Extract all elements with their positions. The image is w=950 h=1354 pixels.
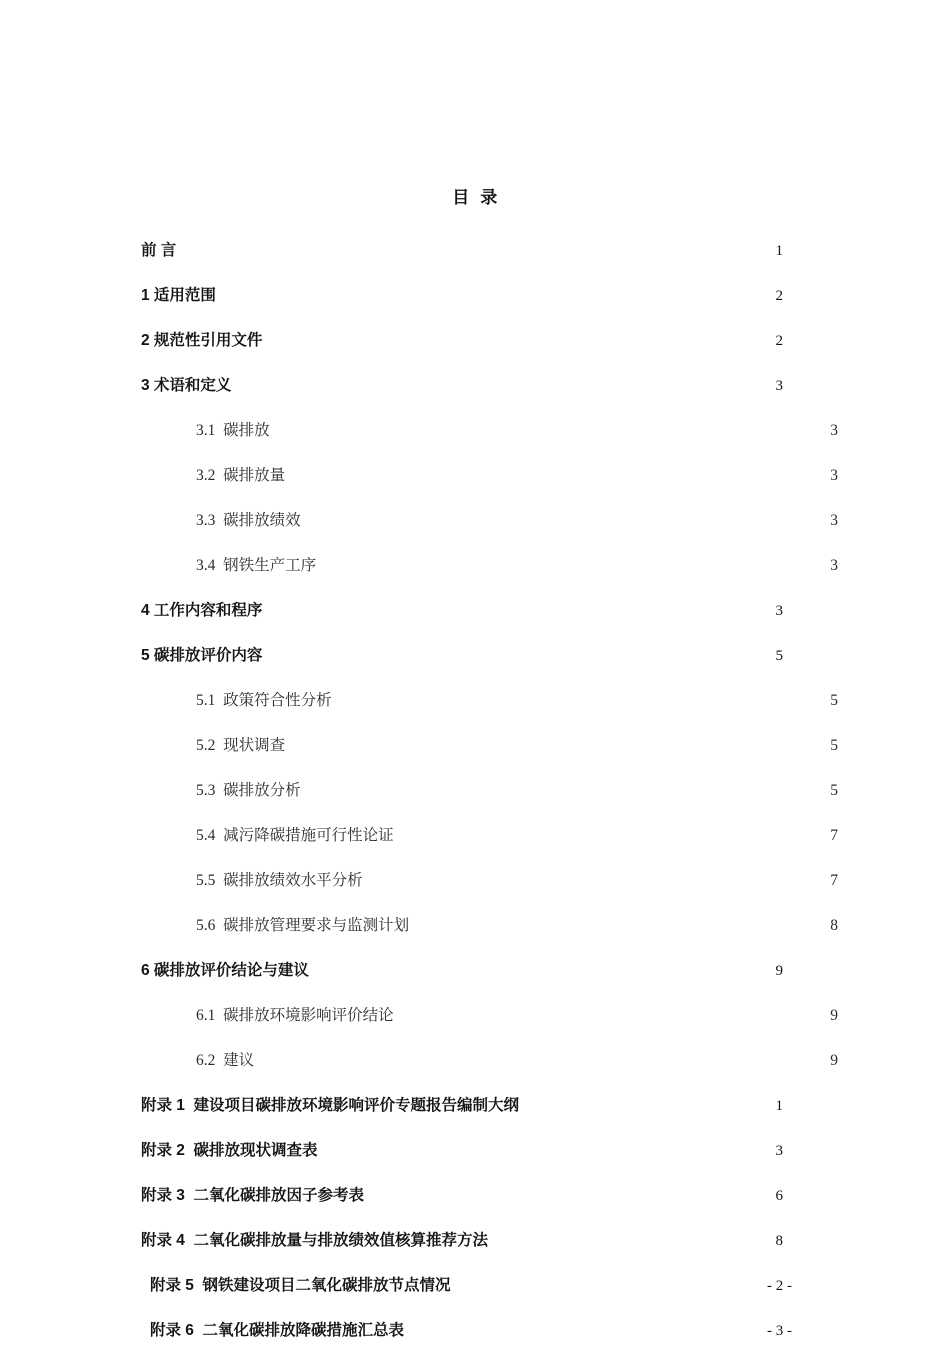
toc-entry-page-number: 1 xyxy=(775,243,783,259)
toc-entry[interactable] xyxy=(141,768,838,813)
toc-entry[interactable] xyxy=(141,363,783,408)
toc-entry-page-number: 3 xyxy=(830,422,838,439)
toc-entry-page-number: - 3 - xyxy=(767,1323,792,1339)
toc-entry-label: 5.2 现状调查 xyxy=(196,737,286,754)
toc-entry[interactable] xyxy=(141,453,838,498)
toc-dot-leader xyxy=(363,869,830,885)
toc-entry-label: 6 碳排放评价结论与建议 xyxy=(141,962,309,979)
toc-dot-leader xyxy=(409,914,829,930)
toc-entry-label: 前 言 xyxy=(141,242,177,259)
toc-dot-leader xyxy=(318,1139,775,1155)
toc-entry-page-number: 3 xyxy=(830,467,838,484)
toc-entry-label: 3.1 碳排放 xyxy=(196,422,270,439)
toc-entry-page-number: 1 xyxy=(775,1098,783,1114)
toc-dot-leader xyxy=(488,1229,774,1245)
toc-entry-page-number: 3 xyxy=(830,557,838,574)
toc-entry[interactable] xyxy=(141,813,838,858)
toc-entry-page-number: 9 xyxy=(830,1052,838,1069)
toc-dot-leader xyxy=(301,779,830,795)
toc-entry-page-number: 2 xyxy=(775,333,783,349)
toc-entry-page-number: 9 xyxy=(830,1007,838,1024)
table-of-contents xyxy=(141,228,838,1353)
toc-entry[interactable] xyxy=(141,228,783,273)
toc-dot-leader xyxy=(262,644,774,660)
toc-entry[interactable] xyxy=(141,1083,783,1128)
toc-entry[interactable] xyxy=(141,1038,838,1083)
toc-entry-label: 附录 6 二氧化碳排放降碳措施汇总表 xyxy=(150,1322,405,1339)
toc-dot-leader xyxy=(364,1184,774,1200)
toc-entry-label: 4 工作内容和程序 xyxy=(141,602,263,619)
toc-entry-page-number: - 2 - xyxy=(767,1278,792,1294)
toc-dot-leader xyxy=(394,1004,830,1020)
toc-entry-label: 5 碳排放评价内容 xyxy=(141,647,263,664)
toc-entry-page-number: 3 xyxy=(775,1143,783,1159)
toc-dot-leader xyxy=(301,509,830,525)
toc-entry-label: 5.1 政策符合性分析 xyxy=(196,692,332,709)
toc-entry-page-number: 7 xyxy=(830,872,838,889)
toc-entry[interactable] xyxy=(141,1263,792,1308)
toc-entry[interactable] xyxy=(141,498,838,543)
toc-entry-label: 6.2 建议 xyxy=(196,1052,255,1069)
toc-entry-label: 附录 4 二氧化碳排放量与排放绩效值核算推荐方法 xyxy=(141,1232,489,1249)
toc-entry-label: 1 适用范围 xyxy=(141,287,216,304)
toc-dot-leader xyxy=(262,329,774,345)
toc-entry[interactable] xyxy=(141,588,783,633)
toc-dot-leader xyxy=(332,689,830,705)
toc-entry-page-number: 5 xyxy=(830,692,838,709)
toc-dot-leader xyxy=(270,419,830,435)
toc-entry-label: 5.5 碳排放绩效水平分析 xyxy=(196,872,363,889)
toc-entry[interactable] xyxy=(141,1308,792,1353)
toc-entry-page-number: 9 xyxy=(775,963,783,979)
toc-entry-page-number: 8 xyxy=(830,917,838,934)
toc-entry[interactable] xyxy=(141,723,838,768)
toc-entry-page-number: 5 xyxy=(830,782,838,799)
toc-dot-leader xyxy=(262,599,774,615)
toc-entry[interactable] xyxy=(141,1218,783,1263)
toc-entry[interactable] xyxy=(141,1173,783,1218)
toc-dot-leader xyxy=(254,1049,829,1065)
toc-entry-page-number: 5 xyxy=(830,737,838,754)
toc-entry-label: 3.3 碳排放绩效 xyxy=(196,512,301,529)
toc-entry[interactable] xyxy=(141,678,838,723)
toc-dot-leader xyxy=(394,824,830,840)
toc-entry-page-number: 3 xyxy=(775,603,783,619)
toc-dot-leader xyxy=(285,464,829,480)
toc-dot-leader xyxy=(451,1274,766,1290)
toc-dot-leader xyxy=(216,284,775,300)
toc-entry-label: 2 规范性引用文件 xyxy=(141,332,263,349)
toc-entry-label: 3.4 钢铁生产工序 xyxy=(196,557,317,574)
toc-entry-label: 附录 5 钢铁建设项目二氧化碳排放节点情况 xyxy=(150,1277,451,1294)
page-title: 目 录 xyxy=(452,188,498,207)
toc-entry[interactable] xyxy=(141,633,783,678)
toc-entry-page-number: 3 xyxy=(775,378,783,394)
toc-entry[interactable] xyxy=(141,408,838,453)
toc-entry[interactable] xyxy=(141,993,838,1038)
toc-entry[interactable] xyxy=(141,858,838,903)
toc-entry[interactable] xyxy=(141,1128,783,1173)
toc-entry-label: 5.6 碳排放管理要求与监测计划 xyxy=(196,917,410,934)
toc-entry-page-number: 5 xyxy=(775,648,783,664)
toc-entry-label: 3.2 碳排放量 xyxy=(196,467,286,484)
toc-dot-leader xyxy=(404,1319,766,1335)
toc-entry-label: 5.3 碳排放分析 xyxy=(196,782,301,799)
toc-entry-label: 3 术语和定义 xyxy=(141,377,232,394)
toc-entry[interactable] xyxy=(141,318,783,363)
toc-entry-page-number: 8 xyxy=(775,1233,783,1249)
toc-entry[interactable] xyxy=(141,948,783,993)
toc-entry-page-number: 3 xyxy=(830,512,838,529)
toc-entry-label: 附录 1 建设项目碳排放环境影响评价专题报告编制大纲 xyxy=(141,1097,520,1114)
toc-entry[interactable] xyxy=(141,273,783,318)
toc-entry-page-number: 6 xyxy=(775,1188,783,1204)
toc-entry-label: 6.1 碳排放环境影响评价结论 xyxy=(196,1007,394,1024)
toc-dot-leader xyxy=(316,554,829,570)
toc-entry-label: 5.4 减污降碳措施可行性论证 xyxy=(196,827,394,844)
toc-entry-label: 附录 2 碳排放现状调查表 xyxy=(141,1142,318,1159)
toc-dot-leader xyxy=(309,959,775,975)
toc-entry[interactable] xyxy=(141,543,838,588)
toc-entry[interactable] xyxy=(141,903,838,948)
toc-dot-leader xyxy=(519,1094,774,1110)
toc-dot-leader xyxy=(285,734,829,750)
toc-entry-label: 附录 3 二氧化碳排放因子参考表 xyxy=(141,1187,365,1204)
toc-dot-leader xyxy=(176,239,774,255)
toc-entry-page-number: 7 xyxy=(830,827,838,844)
toc-dot-leader xyxy=(231,374,774,390)
toc-entry-page-number: 2 xyxy=(775,288,783,304)
